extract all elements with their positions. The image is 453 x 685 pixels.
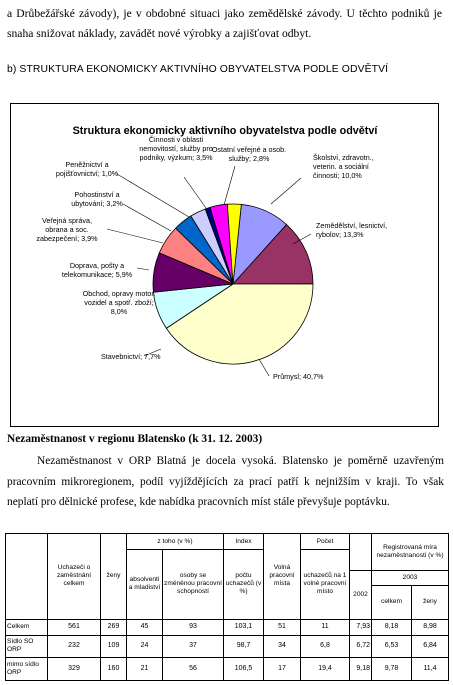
pie-slice-label: Doprava, pošty a telekomunikace; 5,9% (61, 261, 133, 279)
leader-line (224, 166, 235, 205)
table-header-absolventi: absolventi a mladiství (127, 550, 163, 619)
chart-title: Struktura ekonomicky aktivního obyvatelstva podle odvětví (72, 125, 378, 137)
table-header-volna: Volná pracovní místa (264, 534, 301, 620)
leader-line (184, 177, 206, 208)
unemployment-paragraph (7, 451, 444, 513)
intro-paragraph: a Drůbežářské závody), je v obdobné situaci jako zemědělské závody. U těchto podniků je snaha snižovat náklady, zavádět nové výrobky a zajišťovat odbyt. (7, 7, 442, 40)
table-row: Celkem 561 269 45 93 103,1 51 11 7,93 8,18 8,98 (6, 619, 449, 635)
leader-line (117, 174, 189, 217)
pie-slice-label: Školství, zdravotn., veterin. a sociální činnosti; 10,0% (313, 153, 374, 180)
pie-slice-label: Průmysl; 40,7% (273, 372, 324, 381)
pie-slice-label: Veřejná správa, obrana a soc. zabezpečení; 3,9% (36, 216, 98, 243)
table-header-empty (6, 534, 48, 620)
section-heading: b) STRUKTURA EKONOMICKY AKTIVNÍHO OBYVATELSTVA PODLE ODVĚTVÍ (7, 64, 389, 75)
unemployment-heading: Nezaměstnanost v regionu Blatensko (k 31. 12. 2003) (7, 433, 263, 445)
unemployment-table (5, 533, 449, 681)
pie-slice-label: Peněžnictví a pojišťovnictví; 1,0% (55, 160, 119, 178)
table-header-index-sub: počtu uchazečů (v %) (224, 550, 264, 619)
pie-slice-label: Činnosti v oblasti nemovitostí, služby pro podniky, výzkum; 3,5% (139, 135, 213, 162)
pie-slice-label: Obchod, opravy motor. vozidel a spotř. zboží; 8,0% (82, 289, 156, 316)
table-header-2003: 2003 (372, 571, 449, 586)
table-header-2002: 2002 (350, 571, 372, 619)
table-header-pocet: Počet (301, 534, 350, 550)
pie-slice-label: Ostatní veřejné a osob. služby; 2,8% (211, 145, 287, 163)
table-header-osoby: osoby se změněnou pracovní schopností (163, 550, 224, 619)
table-header-zeny: ženy (101, 534, 127, 620)
table-row: Sídlo SO ORP 232 109 24 37 98,7 34 6,8 6,72 6,53 6,84 (6, 635, 449, 658)
table-header-pocet-sub: uchazečů na 1 volné pracovní místo (301, 550, 350, 619)
table-header-zeny-2003: ženy (412, 586, 449, 619)
table-row: mimo sídlo ORP 329 160 21 56 106,5 17 19,4 9,18 9,78 11,4 (6, 658, 449, 681)
pie-slice-label: Pohostinství a ubytování; 3,2% (71, 190, 123, 208)
unemployment-paragraph-text: Nezaměstnanost v ORP Blatná je docela vysoká. Blatensko je poměrně uzavřeným pracovním mikroregionem, podíl vyjíždějících za prací patří k nejnižším v kraji. To však neplatí pro dělnické profese, kde nabídka pracovních míst stále převyšuje poptávku. (7, 455, 444, 508)
leader-line (107, 229, 163, 243)
leader-line (271, 178, 301, 204)
table-header-celkem: celkem (372, 586, 412, 619)
leader-line (123, 204, 171, 231)
pie-chart-frame (10, 103, 439, 427)
pie-slice-label: Stavebnictví; 7,7% (101, 352, 161, 361)
leader-line (259, 359, 269, 376)
leader-line (137, 268, 149, 270)
table-header-index: Index (224, 534, 264, 550)
pie-slice-label: Zemědělství, lesnictví, rybolov; 13,3% (316, 221, 388, 239)
table-header-registr: Registrovaná míra nezaměstnanosti (v %) (372, 534, 449, 571)
table-header-z-toho: z toho (v %) (127, 534, 224, 550)
table-header-uchazeci: Uchazeči o zaměstnání celkem (48, 534, 101, 620)
pie-chart (11, 104, 438, 426)
table-header-blank (350, 534, 372, 571)
